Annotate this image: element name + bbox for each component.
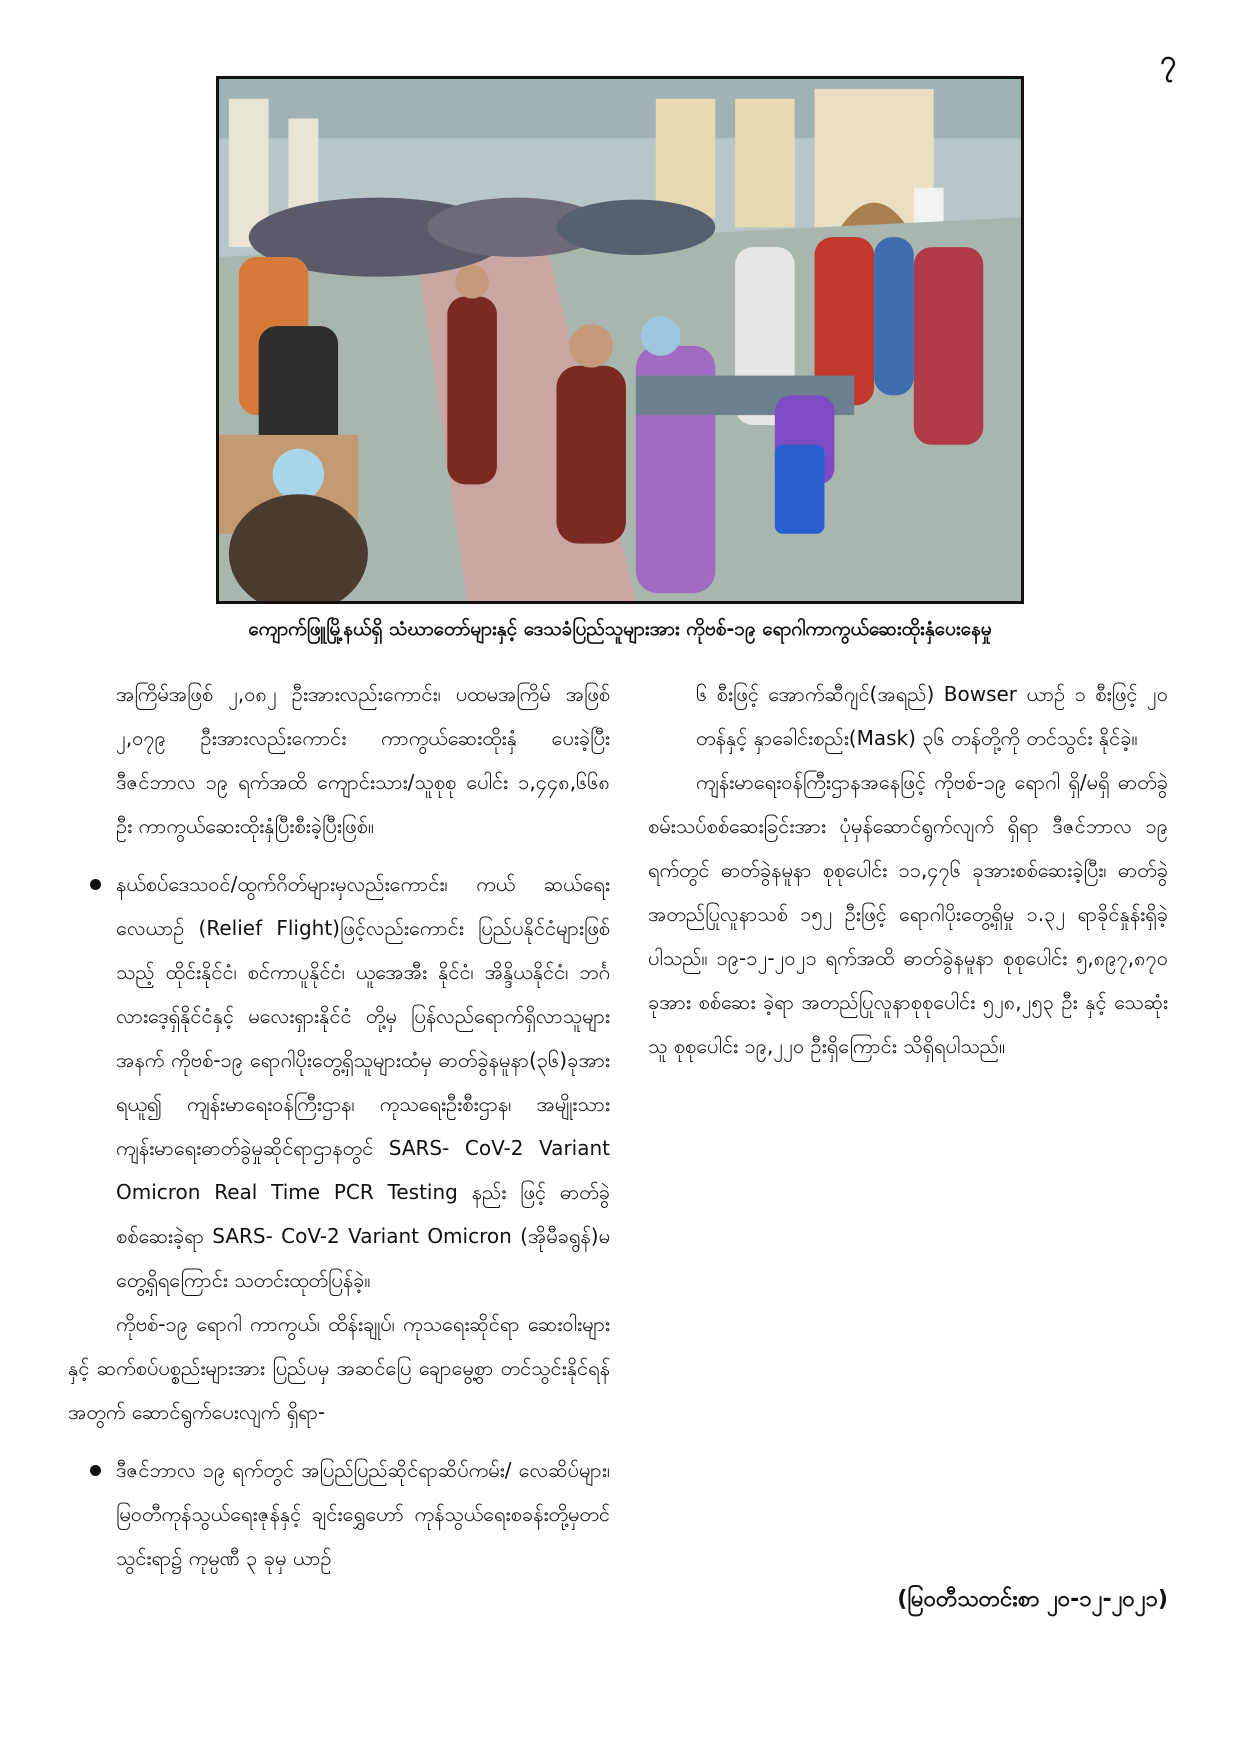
- photo-caption: ကျောက်ဖြူမြို့နယ်ရှိ သံဃာတော်များနှင့် ဒေသခံပြည်သူများအား ကိုဗစ်-၁၉ ရောဂါကာကွယ်ဆေးထိုးနှံပေးနေမှု: [248, 618, 992, 640]
- right-column: [648, 672, 1168, 1068]
- vaccination-photo: [216, 76, 1024, 604]
- photo-seated-monk-head: [569, 324, 613, 368]
- photo-window-right-1: [656, 99, 716, 218]
- bullet-dot-icon: [90, 1465, 101, 1476]
- left-paragraph-1: အကြိမ်အဖြစ် ၂,၀၈၂ ဦးအားလည်းကောင်း၊ ပထမအကြိမ် အဖြစ် ၂,၀၇၉ ဦးအားလည်းကောင်း ကာကွယ်ဆေးထိုးနှံ ပေးခဲ့ပြီး ဒီဇင်ဘာလ ၁၉ ရက်အထိ ကျောင်းသား/သူစုစု ပေါင်း ၁,၄၄၈,၆၆၈ ဦး ကာကွယ်ဆေးထိုးနှံပြီးစီးခဲ့ပြီးဖြစ်။: [116, 682, 610, 838]
- left-bullet-1: [68, 862, 610, 1302]
- photo-seated-monk: [556, 366, 625, 544]
- photo-window-right-2: [735, 99, 795, 228]
- source-citation: (မြဝတီသတင်းစာ ၂၀-၁၂-၂၀၂၁): [897, 1587, 1168, 1612]
- bullet-dot-icon: [90, 879, 101, 890]
- left-bullet-1-text: နယ်စပ်ဒေသဝင်/ထွက်ဂိတ်များမှလည်းကောင်း၊ ကယ် ဆယ်ရေးလေယာဉ် (Relief Flight)ဖြင့်လည်းကောင်း ပြည်ပနိုင်ငံများဖြစ်သည့် ထိုင်းနိုင်ငံ၊ စင်ကာပူနိုင်ငံ၊ ယူအေအီး နိုင်ငံ၊ အိန္ဒိယနိုင်ငံ၊ ဘင်္ဂလားဒေ့ရှ်နိုင်ငံနှင့် မလေးရှားနိုင်ငံ တို့မှ ပြန်လည်ရောက်ရှိလာသူများအနက် ကိုဗစ်-၁၉ ရောဂါပိုးတွေ့ရှိသူများထံမှ ဓာတ်ခွဲနမူနာ(၃၆)ခုအား ရယူ၍ ကျန်းမာရေးဝန်ကြီးဌာန၊ ကုသရေးဦးစီးဌာန၊ အမျိုးသားကျန်းမာရေးဓာတ်ခွဲမှုဆိုင်ရာဌာနတွင် SARS- CoV-2 Variant Omicron Real Time PCR Testing နည်း ဖြင့် ဓာတ်ခွဲစစ်ဆေးခဲ့ရာ SARS- CoV-2 Variant Omicron (အိုမီခရွန်)မတွေ့ရှိရကြောင်း သတင်းထုတ်ပြန်ခဲ့။: [116, 872, 610, 1292]
- left-bullet-2: [68, 1448, 610, 1580]
- left-bullet-2-text: ဒီဇင်ဘာလ ၁၉ ရက်တွင် အပြည်ပြည်ဆိုင်ရာဆိပ်ကမ်း/ လေဆိပ်များ၊ မြဝတီကုန်သွယ်ရေးဇုန်နှင့် ချင်းရွှေဟော် ကုန်သွယ်ရေးစခန်းတို့မှတင်သွင်းရာ၌ ကုမ္ပဏီ ၃ ခုမှ ယာဉ်: [116, 1458, 610, 1570]
- right-paragraph-1: ၆ စီးဖြင့် အောက်ဆီဂျင်(အရည်) Bowser ယာဉ် ၁ စီးဖြင့် ၂၀ တန်နှင့် နှာခေါင်းစည်း(Mask) ၃၆ တန်တို့ကို တင်သွင်း နိုင်ခဲ့။: [696, 682, 1168, 750]
- right-paragraph-2: ကျန်းမာရေးဝန်ကြီးဌာနအနေဖြင့် ကိုဗစ်-၁၉ ရောဂါ ရှိ/မရှိ ဓာတ်ခွဲစမ်းသပ်စစ်ဆေးခြင်းအား ပုံမှန်ဆောင်ရွက်လျက် ရှိရာ ဒီဇင်ဘာလ ၁၉ ရက်တွင် ဓာတ်ခွဲနမူနာ စုစုပေါင်း ၁၁,၄၇၆ ခုအားစစ်ဆေးခဲ့ပြီး၊ ဓာတ်ခွဲအတည်ပြုလူနာသစ် ၁၅၂ ဦးဖြင့် ရောဂါပိုးတွေ့ရှိမှု ၁.၃၂ ရာခိုင်နှုန်းရှိခဲ့ပါသည်။ ၁၉-၁၂-၂၀၂၁ ရက်အထိ ဓာတ်ခွဲနမူနာ စုစုပေါင်း ၅,၈၉၇,၈၇၀ ခုအား စစ်ဆေး ခဲ့ရာ အတည်ပြုလူနာစုစုပေါင်း ၅၂၈,၂၅၃ ဦး နှင့် သေဆုံးသူ စုစုပေါင်း ၁၉,၂၂၀ ဦးရှိကြောင်း သိရှိရပါသည်။: [648, 770, 1168, 1058]
- page-number: ၇: [1160, 44, 1176, 77]
- photo-illustration: [219, 79, 1021, 601]
- left-paragraph-2: ကိုဗစ်-၁၉ ရောဂါ ကာကွယ်၊ ထိန်းချုပ်၊ ကုသရေးဆိုင်ရာ ဆေးဝါးများနှင့် ဆက်စပ်ပစ္စည်းများအား ပြည်ပမှ အဆင်ပြေ ချောမွေ့စွာ တင်သွင်းနိုင်ရန်အတွက် ဆောင်ရွက်ပေးလျက် ရှိရာ-: [68, 1312, 610, 1424]
- photo-standing-monk: [447, 297, 497, 485]
- photo-blue-chair: [775, 445, 825, 534]
- photo-standing-monk-head: [455, 265, 489, 299]
- photo-nurse-cap: [641, 316, 681, 356]
- photo-front-worker-cap: [273, 449, 325, 500]
- left-column: [68, 672, 610, 1580]
